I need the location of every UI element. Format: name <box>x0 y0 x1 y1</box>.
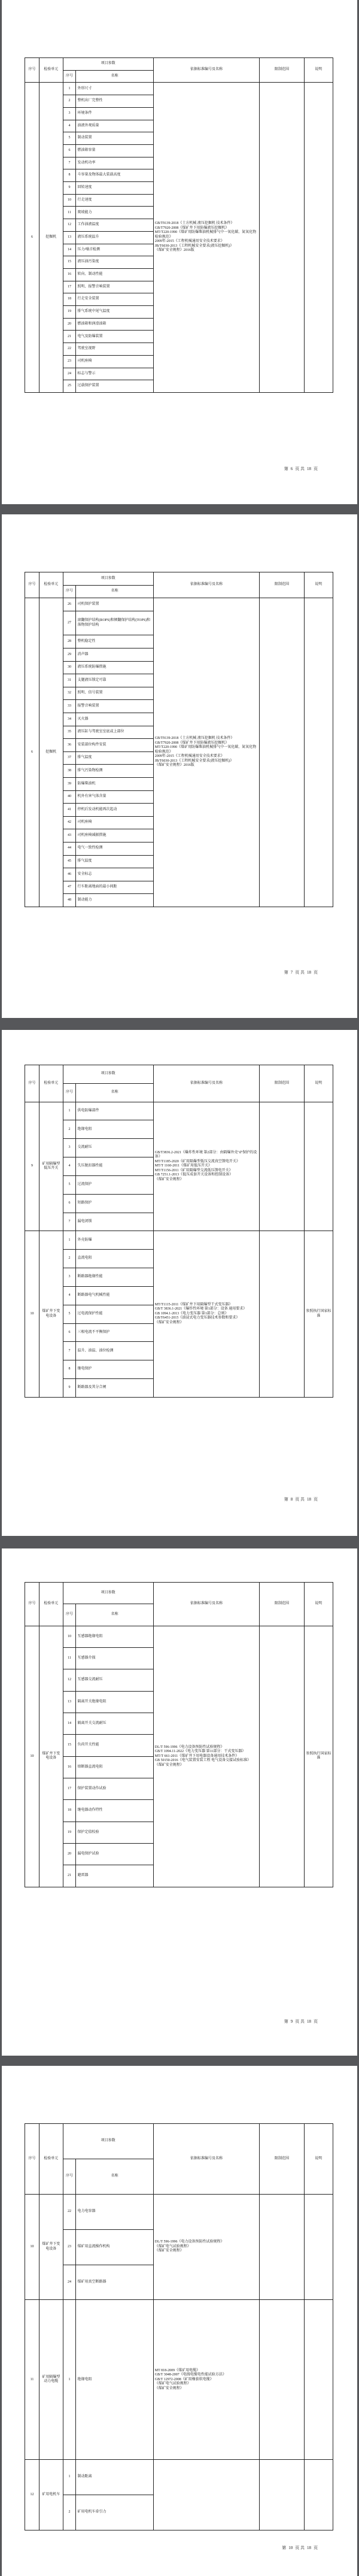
page-footer <box>282 969 318 975</box>
item-no: 19 <box>63 1822 76 1843</box>
item-no: 21 <box>63 1865 76 1887</box>
group-standard: MT 818-2009《煤矿用电缆》 GB/T 3048-2007《电线电缆电性能试验方法》 GB/T 12972-2008《矿用橡套软电缆》 《煤矿电气试验规程》 《煤矿安全规程》 <box>153 2300 260 2460</box>
item-no: 13 <box>63 1691 76 1713</box>
item-no: 42 <box>63 816 76 829</box>
item-name: 断路器绝缘性能 <box>76 1268 153 1287</box>
footer-current: 8 <box>290 1497 293 1502</box>
item-no: 45 <box>63 855 76 868</box>
header-name: 名称 <box>76 70 153 83</box>
item-name: 三相电流不平衡保护 <box>76 1323 153 1342</box>
header-row <box>25 2124 333 2159</box>
item-name: 停机后发动机能再次起动 <box>76 804 153 817</box>
item-name: 消声器 <box>76 648 153 662</box>
footer-mid: 页 共 <box>295 2545 305 2550</box>
inspection-table-5 <box>25 2123 333 2530</box>
group-standard: DL/T 596-1996《电力设备预防性试验规程》 GB/T 1094.11-2022《电力变压器 第11部分：干式变压器》 MT/T 661-2011《煤矿井下用电器设备通用技术条件》 GB 50150-2016《电气装置安装工程 电气设备交接试验标准》 《煤矿安全规程》 <box>153 1626 260 1887</box>
item-no: 2 <box>63 1120 76 1139</box>
table-row <box>25 598 333 611</box>
item-no: 6 <box>63 144 76 157</box>
header-name: 名称 <box>76 585 153 598</box>
item-no: 28 <box>63 635 76 648</box>
group-seq: 6 <box>25 598 39 907</box>
group-scope <box>260 2460 305 2530</box>
item-name: 漏电保护试验 <box>76 1844 153 1865</box>
table-row <box>25 1626 333 1647</box>
item-no: 17 <box>63 281 76 293</box>
item-name: 矿用电机车牵引力 <box>76 2495 153 2530</box>
item-no: 7 <box>63 1213 76 1231</box>
footer-suffix: 页 <box>314 466 318 471</box>
group-standard: GB/T3836.2-2021《爆炸性环境 第2部分：由隔爆外壳"d"保护的设备》 MT/T1185-2020《矿用隔爆型低压交流真空馈电开关》 MT/T 1160-2011《煤矿用低压开关》 MT/T1156-2011《矿用隔爆型交流低压馈电开关》 GB 7251.1-2013《低压成套开关设备和控制设备》 《煤矿安全规程》 <box>153 1102 260 1231</box>
item-name: 排气温度 <box>76 751 153 765</box>
item-name: 断路器及其分合闸 <box>76 1379 153 1398</box>
item-name: 液压油污染度 <box>76 256 153 269</box>
item-name: 继电保护 <box>76 1360 153 1379</box>
item-no: 4 <box>63 1157 76 1176</box>
item-name: 继电器动作特性 <box>76 1800 153 1822</box>
item-no: 10 <box>63 194 76 207</box>
group-note: 参照执行国家标准 <box>304 1231 333 1398</box>
document-page-2 <box>2 514 357 1018</box>
header-note: 说明 <box>304 58 333 83</box>
item-name: 照明、报警音响装置 <box>76 281 153 293</box>
header-scope: 限制范围 <box>260 572 305 598</box>
header-sub-no: 序号 <box>63 585 76 598</box>
group-standard: GB/T9139-2018《土方机械 液压挖掘机 技术条件》 GB/T7920-2008《煤矿井下用防爆液压挖掘机》 MT/T220-1990《煤矿用防爆柴油机械排气中一氧化碳、氮氧化物检验规范》 2009年-2015《工程机械通用安全技术要求》 JB/T6030-2013《工程机械安全要求(液压挖掘机)》 《煤矿安全规程》2016版 <box>153 598 260 907</box>
item-name: 电气及防爆装置 <box>76 331 153 343</box>
item-name: 报警音响装置 <box>76 700 153 713</box>
header-items-title: 项目参数 <box>63 2124 153 2159</box>
item-name: 发动机功率 <box>76 157 153 169</box>
item-name: 燃油箱和润滑油箱 <box>76 318 153 331</box>
group-note <box>304 598 333 907</box>
item-name: 熔断器直流电阻 <box>76 1756 153 1778</box>
item-no: 36 <box>63 739 76 752</box>
item-no: 8 <box>63 1360 76 1379</box>
header-seq: 序号 <box>25 1065 39 1102</box>
item-no: 5 <box>63 1175 76 1194</box>
footer-total: 18 <box>307 2019 311 2024</box>
group-category: 煤矿井下变电设备 <box>39 2194 63 2300</box>
footer-suffix: 页 <box>314 970 318 975</box>
item-no: 34 <box>63 713 76 726</box>
item-name: 液压缸与驾驶室室底或上部位 <box>76 726 153 739</box>
item-name: 驾驶室视野 <box>76 343 153 356</box>
table-row <box>25 2300 333 2460</box>
inspection-table-2 <box>25 572 333 907</box>
group-scope <box>260 1626 305 1887</box>
item-name: 排气温度 <box>76 855 153 868</box>
item-name: 隔离开关绝缘电阻 <box>76 1691 153 1713</box>
header-scope: 限制范围 <box>260 2124 305 2195</box>
table-row <box>25 1231 333 1250</box>
item-name: 绝缘电阻 <box>76 1120 153 1139</box>
group-scope <box>260 2194 305 2300</box>
item-name: 照明、信号装置 <box>76 687 153 700</box>
group-note <box>304 1102 333 1231</box>
item-name: 过电流保护性能 <box>76 1305 153 1323</box>
table-row <box>25 2460 333 2495</box>
item-no: 23 <box>63 355 76 368</box>
item-no: 26 <box>63 598 76 611</box>
header-seq: 序号 <box>25 1583 39 1626</box>
item-no: 18 <box>63 293 76 306</box>
item-name: 供电防爆部件 <box>76 1102 153 1120</box>
item-name: 交流耐压 <box>76 1139 153 1157</box>
item-no: 25 <box>63 380 76 393</box>
header-category: 检验单元 <box>39 1065 63 1102</box>
item-name: 防爆柴油机 <box>76 777 153 790</box>
item-name: 司机座椅减振措施 <box>76 829 153 842</box>
item-name: 电力电容器 <box>76 2194 153 2229</box>
header-note: 说明 <box>304 1583 333 1626</box>
item-no: 23 <box>63 2229 76 2265</box>
inspection-table-4 <box>25 1582 333 1887</box>
header-sub-no: 序号 <box>63 1604 76 1626</box>
header-category: 检验单元 <box>39 58 63 83</box>
footer-total: 18 <box>307 970 311 975</box>
group-category: 挖掘机 <box>39 83 63 393</box>
item-name: 标志与警示 <box>76 368 153 380</box>
item-no: 21 <box>63 331 76 343</box>
document-page-4 <box>2 1548 357 2056</box>
header-scope: 限制范围 <box>260 1065 305 1102</box>
inspection-table-1 <box>25 57 333 393</box>
item-no: 1 <box>63 1231 76 1250</box>
group-seq: 9 <box>25 1102 39 1231</box>
item-no: 19 <box>63 306 76 319</box>
item-no: 31 <box>63 674 76 687</box>
header-items-title: 项目参数 <box>63 1065 153 1084</box>
item-no: 7 <box>63 1342 76 1360</box>
item-name: 制动装置 <box>76 132 153 145</box>
document-page-5 <box>2 2066 357 2576</box>
item-name: 负荷开关性能 <box>76 1735 153 1756</box>
item-name: 行走速度 <box>76 194 153 207</box>
header-scope: 限制范围 <box>260 58 305 83</box>
item-name: 行车距离地面的最小间距 <box>76 881 153 894</box>
footer-suffix: 页 <box>314 1497 318 1502</box>
item-no: 5 <box>63 1305 76 1323</box>
item-no: 22 <box>63 2194 76 2229</box>
item-name: 工作油液温度 <box>76 219 153 232</box>
header-name: 名称 <box>76 1083 153 1102</box>
header-standard: 依据标准编号及名称 <box>153 58 260 83</box>
item-no: 15 <box>63 1735 76 1756</box>
item-no: 15 <box>63 256 76 269</box>
item-no: 20 <box>63 1844 76 1865</box>
item-name: 斗容量及物体最大装载高度 <box>76 169 153 182</box>
item-name: 短路保护 <box>76 1194 153 1213</box>
item-name: 直流电阻 <box>76 1250 153 1268</box>
group-note <box>304 2194 333 2300</box>
footer-current: 10 <box>288 2545 293 2550</box>
item-no: 14 <box>63 244 76 256</box>
page-footer <box>282 1496 318 1502</box>
item-no: 7 <box>63 157 76 169</box>
footer-prefix: 第 <box>284 466 288 471</box>
item-name: 司机座椅 <box>76 355 153 368</box>
item-no: 38 <box>63 765 76 778</box>
item-no: 46 <box>63 868 76 881</box>
group-seq: 10 <box>25 1626 39 1887</box>
header-items-title: 项目参数 <box>63 58 153 71</box>
footer-mid: 页 共 <box>295 970 305 975</box>
item-no: 32 <box>63 687 76 700</box>
item-name: 整机稳定性 <box>76 635 153 648</box>
item-name: 过流保护 <box>76 1175 153 1194</box>
item-name: 互感器交流耐压 <box>76 1669 153 1691</box>
document-page-3 <box>2 1030 357 1536</box>
item-name: 温升、油温、油位检测 <box>76 1342 153 1360</box>
group-category: 矿用隔爆型动力电缆 <box>39 2300 63 2460</box>
footer-suffix: 页 <box>314 2019 318 2024</box>
item-no: 6 <box>63 1323 76 1342</box>
item-no: 2 <box>63 2495 76 2530</box>
table-row <box>25 83 333 95</box>
item-name: 排气污染物检测 <box>76 765 153 778</box>
item-name: 整机出厂完整性 <box>76 95 153 108</box>
header-sub-no: 序号 <box>63 2159 76 2194</box>
item-no: 37 <box>63 751 76 765</box>
item-name: 支腿液压锁定可靠 <box>76 674 153 687</box>
group-scope <box>260 2300 305 2460</box>
item-name: 避雷器 <box>76 1865 153 1887</box>
group-standard: MT/T1115-2011《煤矿井下用隔爆型干式变压器》 GB/T 3836.1-2021《爆炸性环境 第1部分：设备 通用要求》 GB 1094.1-2013《电力变压器 第1部分：总则》 GB/T6451-2015《油浸式电力变压器技术参数和要求》 《煤矿安全规程》 <box>153 1231 260 1398</box>
item-no: 6 <box>63 1194 76 1213</box>
footer-prefix: 第 <box>284 1497 288 1502</box>
group-seq: 12 <box>25 2460 39 2530</box>
group-note <box>304 2300 333 2460</box>
header-category: 检验单元 <box>39 2124 63 2195</box>
item-name: 行走安全装置 <box>76 293 153 306</box>
footer-current: 7 <box>290 970 293 975</box>
item-no: 10 <box>63 1626 76 1647</box>
item-no: 35 <box>63 726 76 739</box>
item-no: 44 <box>63 842 76 855</box>
header-seq: 序号 <box>25 572 39 598</box>
item-name: 外形尺寸 <box>76 83 153 95</box>
footer-mid: 页 共 <box>295 466 305 471</box>
page-footer <box>279 2545 318 2551</box>
footer-current: 9 <box>290 2019 293 2024</box>
header-row <box>25 1065 333 1084</box>
item-name: 外壳防爆 <box>76 1231 153 1250</box>
item-name: 绝缘电阻 <box>76 2300 153 2460</box>
header-row <box>25 1583 333 1604</box>
item-no: 16 <box>63 268 76 281</box>
item-name: 煤矿用直流操作机构 <box>76 2229 153 2265</box>
header-seq: 序号 <box>25 58 39 83</box>
item-no: 1 <box>63 2460 76 2495</box>
item-no: 1 <box>63 1102 76 1120</box>
item-no: 4 <box>63 1286 76 1305</box>
item-name: 司机保护装置 <box>76 598 153 611</box>
item-name: 电气一致性检测 <box>76 842 153 855</box>
item-name: 油液外观质量 <box>76 120 153 132</box>
group-category: 挖掘机 <box>39 598 63 907</box>
item-no: 27 <box>63 611 76 635</box>
group-note <box>304 2460 333 2530</box>
group-standard: DL/T 596-1996《电力设备预防性试验规程》 《煤矿电气试验规程》 《煤矿安全规程》 <box>153 2194 260 2300</box>
item-no: 8 <box>63 169 76 182</box>
group-scope <box>260 83 305 393</box>
item-name: 安装部位构件安装 <box>76 739 153 752</box>
item-name: 回转速度 <box>76 182 153 195</box>
group-category: 矿用隔爆型低压开关 <box>39 1102 63 1231</box>
item-name: 漏电闭锁 <box>76 1213 153 1231</box>
item-name: 排气系统中尾气温度 <box>76 306 153 319</box>
header-standard: 依据标准编号及名称 <box>153 572 260 598</box>
footer-total: 18 <box>307 1497 311 1502</box>
item-no: 33 <box>63 700 76 713</box>
header-note: 说明 <box>304 1065 333 1102</box>
header-standard: 依据标准编号及名称 <box>153 1583 260 1626</box>
item-no: 3 <box>63 1139 76 1157</box>
item-no: 48 <box>63 894 76 907</box>
header-sub-no: 序号 <box>63 70 76 83</box>
item-no: 43 <box>63 829 76 842</box>
item-no: 2 <box>63 95 76 108</box>
header-standard: 依据标准编号及名称 <box>153 2124 260 2195</box>
item-no: 47 <box>63 881 76 894</box>
item-no: 1 <box>63 83 76 95</box>
item-no: 12 <box>63 219 76 232</box>
item-name: 司机座椅 <box>76 816 153 829</box>
group-seq: 10 <box>25 1231 39 1398</box>
page-footer <box>282 2019 318 2025</box>
group-seq: 11 <box>25 2300 39 2460</box>
item-no: 30 <box>63 661 76 674</box>
footer-prefix: 第 <box>282 2545 287 2550</box>
item-no: 1 <box>63 2300 76 2460</box>
item-name: 失压脱扣器性能 <box>76 1157 153 1176</box>
group-scope <box>260 1231 305 1398</box>
item-name: 保护装置动作试验 <box>76 1778 153 1800</box>
document-page-1 <box>2 0 357 504</box>
item-name: 爬坡能力 <box>76 207 153 219</box>
item-name: 断路器电气机械性能 <box>76 1286 153 1305</box>
table-row <box>25 2194 333 2229</box>
group-note: 参照执行国家标准 <box>304 1626 333 1887</box>
item-no: 12 <box>63 1669 76 1691</box>
inspection-table-3 <box>25 1065 333 1398</box>
header-name: 名称 <box>76 1604 153 1626</box>
group-standard <box>153 2460 260 2530</box>
item-name: 燃油箱容量 <box>76 144 153 157</box>
item-no: 18 <box>63 1800 76 1822</box>
header-name: 名称 <box>76 2159 153 2194</box>
group-seq: 6 <box>25 83 39 393</box>
group-note <box>304 83 333 393</box>
item-name: 灭火器 <box>76 713 153 726</box>
item-no: 9 <box>63 1379 76 1398</box>
table-row <box>25 1102 333 1120</box>
item-no: 24 <box>63 368 76 380</box>
group-standard: GB/T9139-2018《土方机械 液压挖掘机 技术条件》 GB/T7920-2008《煤矿井下用防爆液压挖掘机》 MT/T220-1990《煤矿用防爆柴油机械排气中一氧化碳、氮氧化物检验规范》 2009年-2015《工程机械通用安全技术要求》 JB/T6030-2013《工程机械安全要求(液压挖掘机)》 《煤矿安全规程》2016版 <box>153 83 260 393</box>
item-name: 机外有害气体含量 <box>76 790 153 804</box>
item-name: 互感器介损 <box>76 1648 153 1669</box>
item-name: 安全标志 <box>76 868 153 881</box>
header-standard: 依据标准编号及名称 <box>153 1065 260 1102</box>
item-no: 9 <box>63 182 76 195</box>
page-footer <box>282 466 318 472</box>
item-no: 17 <box>63 1778 76 1800</box>
footer-mid: 页 共 <box>295 1497 305 1502</box>
group-category: 矿用电机车 <box>39 2460 63 2530</box>
item-no: 13 <box>63 231 76 244</box>
header-category: 检验单元 <box>39 1583 63 1626</box>
item-no: 24 <box>63 2265 76 2300</box>
item-no: 4 <box>63 120 76 132</box>
item-name: 煤矿用真空断路器 <box>76 2265 153 2300</box>
item-name: 液压系统防爆措施 <box>76 661 153 674</box>
item-no: 40 <box>63 790 76 804</box>
header-row <box>25 58 333 71</box>
item-no: 14 <box>63 1713 76 1735</box>
header-items-title: 项目参数 <box>63 572 153 586</box>
item-name: 滚翻保护结构(ROPS)和倾翻保护结构(TOPS)和落物保护结构 <box>76 611 153 635</box>
header-note: 说明 <box>304 572 333 598</box>
item-no: 11 <box>63 1648 76 1669</box>
item-no: 29 <box>63 648 76 662</box>
group-seq: 10 <box>25 2194 39 2300</box>
group-scope <box>260 1102 305 1231</box>
footer-total: 18 <box>307 2545 311 2550</box>
item-no: 16 <box>63 1756 76 1778</box>
item-no: 5 <box>63 132 76 145</box>
footer-prefix: 第 <box>284 970 288 975</box>
item-name: 过载保护装置 <box>76 380 153 393</box>
item-name: 压力/噪音检测 <box>76 244 153 256</box>
footer-prefix: 第 <box>284 2019 288 2024</box>
item-no: 3 <box>63 1268 76 1287</box>
footer-current: 6 <box>290 466 293 471</box>
group-category: 煤矿井下变电设备 <box>39 1626 63 1887</box>
item-name: 制动能力 <box>76 894 153 907</box>
header-category: 检验单元 <box>39 572 63 598</box>
header-note: 说明 <box>304 2124 333 2195</box>
item-no: 39 <box>63 777 76 790</box>
item-name: 保护定值校验 <box>76 1822 153 1843</box>
item-no: 3 <box>63 107 76 120</box>
header-sub-no: 序号 <box>63 1083 76 1102</box>
item-no: 20 <box>63 318 76 331</box>
item-no: 11 <box>63 207 76 219</box>
footer-suffix: 页 <box>314 2545 318 2550</box>
header-row <box>25 572 333 586</box>
item-no: 41 <box>63 804 76 817</box>
group-category: 煤矿井下变电设备 <box>39 1231 63 1398</box>
header-scope: 限制范围 <box>260 1583 305 1626</box>
header-items-title: 项目参数 <box>63 1583 153 1604</box>
item-name: 液压系统温升 <box>76 231 153 244</box>
item-no: 22 <box>63 343 76 356</box>
item-no: 2 <box>63 1250 76 1268</box>
footer-mid: 页 共 <box>295 2019 305 2024</box>
item-name: 环境条件 <box>76 107 153 120</box>
header-seq: 序号 <box>25 2124 39 2195</box>
footer-total: 18 <box>307 466 311 471</box>
item-name: 隔离开关交流耐压 <box>76 1713 153 1735</box>
item-name: 转向、制动性能 <box>76 268 153 281</box>
group-scope <box>260 598 305 907</box>
item-name: 制动距离 <box>76 2460 153 2495</box>
item-name: 互感器绝缘电阻 <box>76 1626 153 1647</box>
